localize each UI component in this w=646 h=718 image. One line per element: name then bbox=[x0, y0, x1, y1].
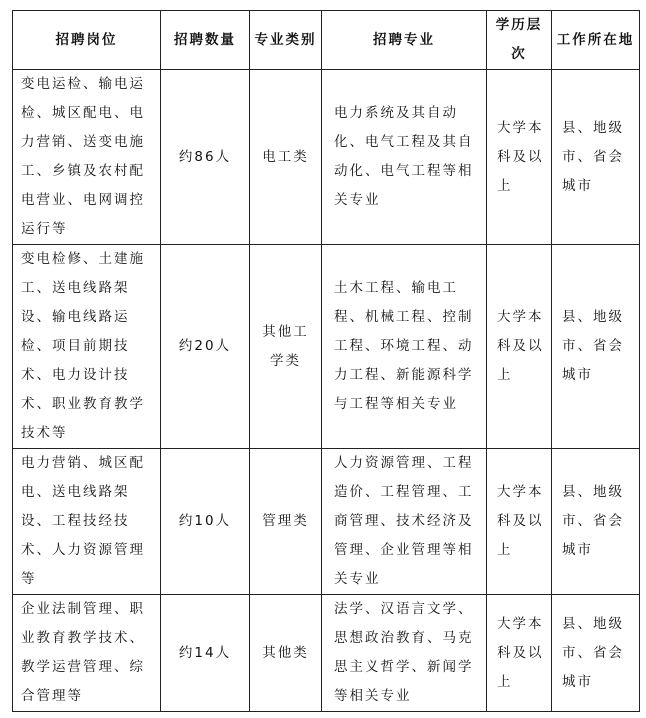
education-cell: 大学本科及以上 bbox=[487, 245, 552, 449]
major-cell: 法学、汉语言文学、思想政治教育、马克思主义哲学、新闻学等相关专业 bbox=[322, 595, 487, 712]
post-cell: 电力营销、城区配电、送电线路架设、工程技经技术、人力资源管理等 bbox=[13, 449, 161, 595]
education-cell: 大学本科及以上 bbox=[487, 449, 552, 595]
count-cell: 约14人 bbox=[161, 595, 250, 712]
major-cell: 土木工程、输电工程、机械工程、控制工程、环境工程、动力工程、新能源科学与工程等相关专业 bbox=[322, 245, 487, 449]
header-post: 招聘岗位 bbox=[13, 11, 161, 70]
count-cell: 约20人 bbox=[161, 245, 250, 449]
education-cell: 大学本科及以上 bbox=[487, 595, 552, 712]
location-cell: 县、地级市、省会城市 bbox=[552, 449, 640, 595]
table-row bbox=[13, 70, 640, 245]
location-cell: 县、地级市、省会城市 bbox=[552, 70, 640, 245]
table-row bbox=[13, 595, 640, 712]
header-location: 工作所在地 bbox=[552, 11, 640, 70]
header-education: 学历层次 bbox=[487, 11, 552, 70]
count-cell: 约86人 bbox=[161, 70, 250, 245]
post-cell: 变电检修、土建施工、送电线路架设、输电线路运检、项目前期技术、电力设计技术、职业教育教学技术等 bbox=[13, 245, 161, 449]
header-row bbox=[13, 11, 640, 70]
location-cell: 县、地级市、省会城市 bbox=[552, 245, 640, 449]
recruitment-table bbox=[12, 10, 640, 712]
header-major: 招聘专业 bbox=[322, 11, 487, 70]
header-count: 招聘数量 bbox=[161, 11, 250, 70]
location-cell: 县、地级市、省会城市 bbox=[552, 595, 640, 712]
table-row bbox=[13, 449, 640, 595]
category-cell: 其他类 bbox=[250, 595, 322, 712]
education-cell: 大学本科及以上 bbox=[487, 70, 552, 245]
header-category: 专业类别 bbox=[250, 11, 322, 70]
major-cell: 人力资源管理、工程造价、工程管理、工商管理、技术经济及管理、企业管理等相关专业 bbox=[322, 449, 487, 595]
count-cell: 约10人 bbox=[161, 449, 250, 595]
category-cell: 管理类 bbox=[250, 449, 322, 595]
category-cell: 电工类 bbox=[250, 70, 322, 245]
table-row bbox=[13, 245, 640, 449]
post-cell: 企业法制管理、职业教育教学技术、教学运营管理、综合管理等 bbox=[13, 595, 161, 712]
category-cell: 其他工学类 bbox=[250, 245, 322, 449]
post-cell: 变电运检、输电运检、城区配电、电力营销、送变电施工、乡镇及农村配电营业、电网调控运行等 bbox=[13, 70, 161, 245]
major-cell: 电力系统及其自动化、电气工程及其自动化、电气工程等相关专业 bbox=[322, 70, 487, 245]
